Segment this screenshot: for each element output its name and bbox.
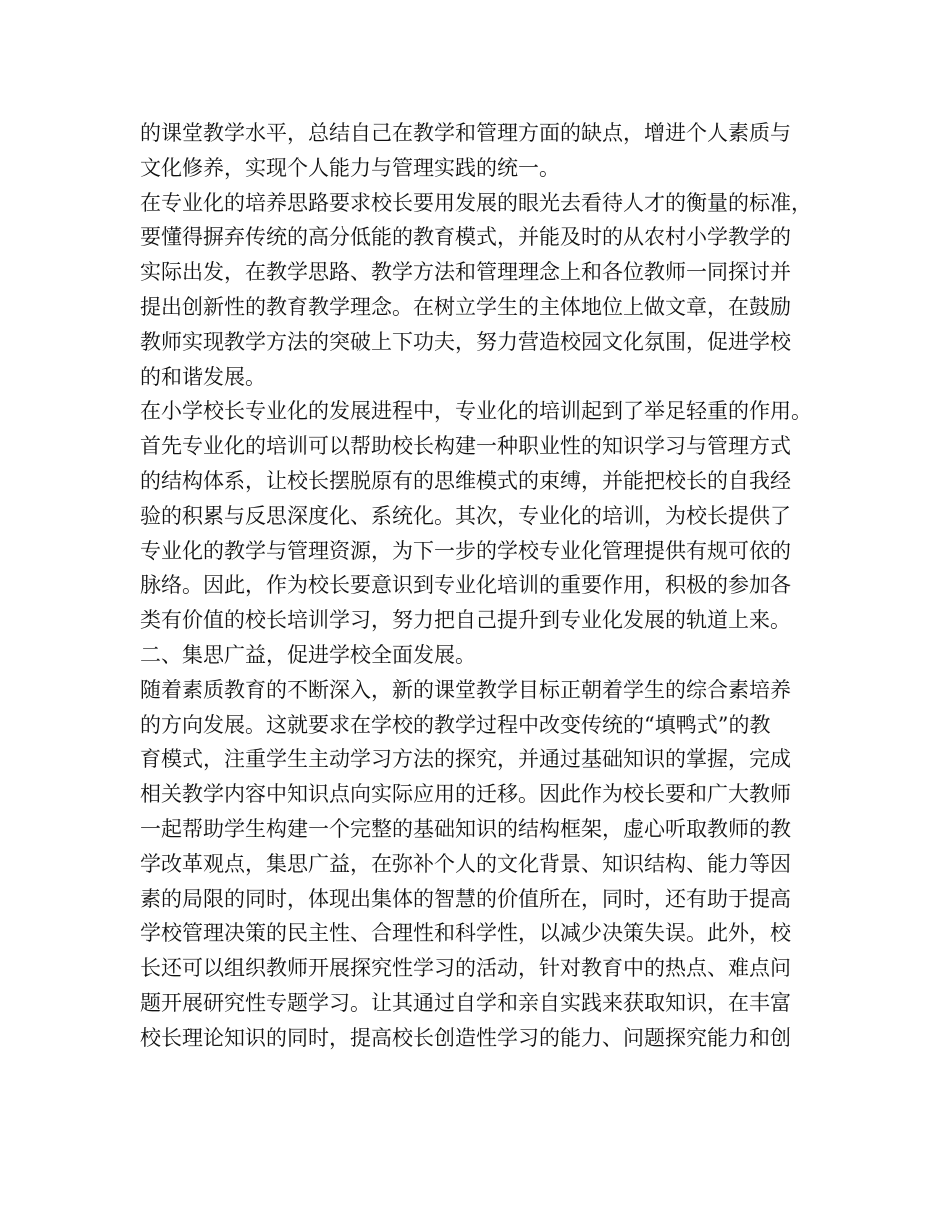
text-line: 验的积累与反思深度化、系统化。其次，专业化的培训，为校长提供了 [140, 503, 791, 528]
text-line: 素的局限的同时，体现出集体的智慧的价值所在，同时，还有助于提高 [140, 886, 791, 911]
text-line: 脉络。因此，作为校长要意识到专业化培训的重要作用，积极的参加各 [140, 573, 791, 598]
text-line: 的和谐发展。 [140, 364, 266, 389]
text-line: 校长理论知识的同时，提高校长创造性学习的能力、问题探究能力和创 [140, 1025, 791, 1050]
text-line: 要懂得摒弃传统的高分低能的教育模式，并能及时的从农村小学教学的 [140, 225, 791, 250]
text-line: 学校管理决策的民主性、合理性和科学性，以减少决策失误。此外，校 [140, 921, 791, 946]
text-line: 学改革观点，集思广益，在弥补个人的文化背景、知识结构、能力等因 [140, 851, 791, 876]
document-page [140, 116, 820, 1056]
text-line: 文化修养，实现个人能力与管理实践的统一。 [140, 155, 560, 180]
text-line: 首先专业化的培训可以帮助校长构建一种职业性的知识学习与管理方式 [140, 434, 791, 459]
text-line: 题开展研究性专题学习。让其通过自学和亲自实践来获取知识，在丰富 [140, 990, 791, 1015]
text-line: 随着素质教育的不断深入，新的课堂教学目标正朝着学生的综合素培养 [140, 677, 791, 702]
text-line: 长还可以组织教师开展探究性学习的活动，针对教育中的热点、难点问 [140, 956, 791, 981]
text-line: 的方向发展。这就要求在学校的教学过程中改变传统的“填鸭式”的教 [140, 712, 771, 737]
text-line: 的课堂教学水平，总结自己在教学和管理方面的缺点，增进个人素质与 [140, 121, 791, 145]
section-heading: 二、集思广益，促进学校全面发展。 [140, 642, 476, 667]
text-line: 教师实现教学方法的突破上下功夫，努力营造校园文化氛围，促进学校 [140, 329, 791, 354]
text-line: 类有价值的校长培训学习，努力把自己提升到专业化发展的轨道上来。 [140, 608, 791, 633]
text-line: 相关教学内容中知识点向实际应用的迁移。因此作为校长要和广大教师 [140, 782, 791, 807]
text-line: 专业化的教学与管理资源，为下一步的学校专业化管理提供有规可依的 [140, 538, 791, 563]
text-line: 育模式，注重学生主动学习方法的探究，并通过基础知识的掌握，完成 [140, 747, 791, 772]
text-line: 在专业化的培养思路要求校长要用发展的眼光去看待人才的衡量的标准， [140, 190, 812, 215]
text-line: 实际出发，在教学思路、教学方法和管理理念上和各位教师一同探讨并 [140, 260, 791, 285]
text-line: 一起帮助学生构建一个完整的基础知识的结构框架，虚心听取教师的教 [140, 816, 791, 841]
text-line: 提出创新性的教育教学理念。在树立学生的主体地位上做文章，在鼓励 [140, 294, 791, 319]
text-line: 在小学校长专业化的发展进程中，专业化的培训起到了举足轻重的作用。 [140, 399, 812, 424]
text-line: 的结构体系，让校长摆脱原有的思维模式的束缚，并能把校长的自我经 [140, 468, 791, 493]
